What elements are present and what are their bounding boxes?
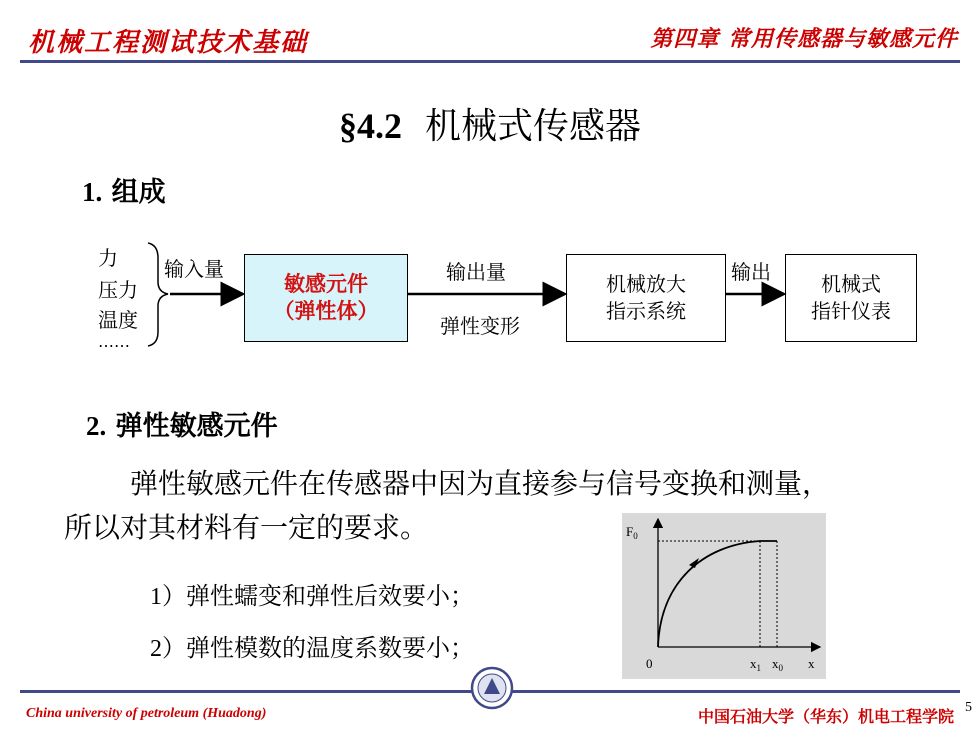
box1-line2: （弹性体）: [273, 299, 379, 323]
sensing-element-box: [244, 254, 408, 342]
output2-label: 输出: [731, 260, 771, 284]
loading-curve: [658, 541, 760, 647]
section2-number: 2.: [86, 411, 107, 441]
section1-text: 组成: [111, 177, 166, 208]
box2-line2: 指示系统: [606, 299, 686, 323]
section-mark: §4.2: [339, 106, 403, 146]
item2-text: 弹性模数的温度系数要小；: [186, 634, 474, 662]
origin-label: 0: [646, 656, 653, 671]
x-axis-label: x: [808, 656, 815, 671]
box3-line1: 机械式: [821, 272, 881, 296]
footer-university-en: China university of petroleum (Huadong): [26, 706, 267, 721]
mechanical-amplifier-box: [566, 254, 726, 342]
elastic-curve-figure: [622, 513, 826, 679]
item2-number: 2）: [150, 636, 186, 662]
elastic-deformation-label: 弹性变形: [440, 314, 520, 338]
elastic-curve-svg: [622, 513, 826, 679]
y-axis-label: $F_0$: [626, 524, 638, 541]
box2-line1: 机械放大: [606, 272, 686, 296]
input-quantity-label: 输入量: [164, 257, 224, 281]
pointer-instrument-box: [785, 254, 917, 342]
header-chapter-title: 第四章 常用传感器与敏感元件: [650, 26, 958, 52]
section2-text: 弹性敏感元件: [115, 411, 278, 442]
section2-heading: [86, 404, 278, 443]
item1-number: 1）: [150, 584, 186, 610]
input-etc: ……: [98, 332, 130, 351]
requirement-item-2: [150, 628, 474, 663]
box3-line2: 指针仪表: [811, 299, 891, 323]
footer-university-cn: 中国石油大学（华东）机电工程学院: [697, 707, 954, 726]
box1-line1: 敏感元件: [284, 272, 368, 296]
title-text: 机械式传感器: [424, 106, 641, 147]
university-emblem-icon: [470, 666, 514, 710]
input-force: 力: [98, 246, 118, 270]
item1-text: 弹性蠕变和弹性后效要小；: [186, 582, 474, 610]
header-course-title: 机械工程测试技术基础: [28, 28, 309, 58]
page-number: 5: [965, 700, 972, 715]
paragraph-line1: 弹性敏感元件在传感器中因为直接参与信号变换和测量，: [130, 467, 831, 500]
output-quantity-label: 输出量: [446, 260, 506, 284]
input-pressure: 压力: [98, 278, 138, 302]
x0-label: $x_0$: [772, 656, 783, 673]
x1-label: $x_1$: [750, 656, 761, 673]
section1-number: 1.: [82, 177, 103, 207]
input-temperature: 温度: [98, 308, 138, 332]
paragraph-line2: 所以对其材料有一定的要求。: [64, 511, 429, 544]
requirement-item-1: [150, 576, 474, 611]
